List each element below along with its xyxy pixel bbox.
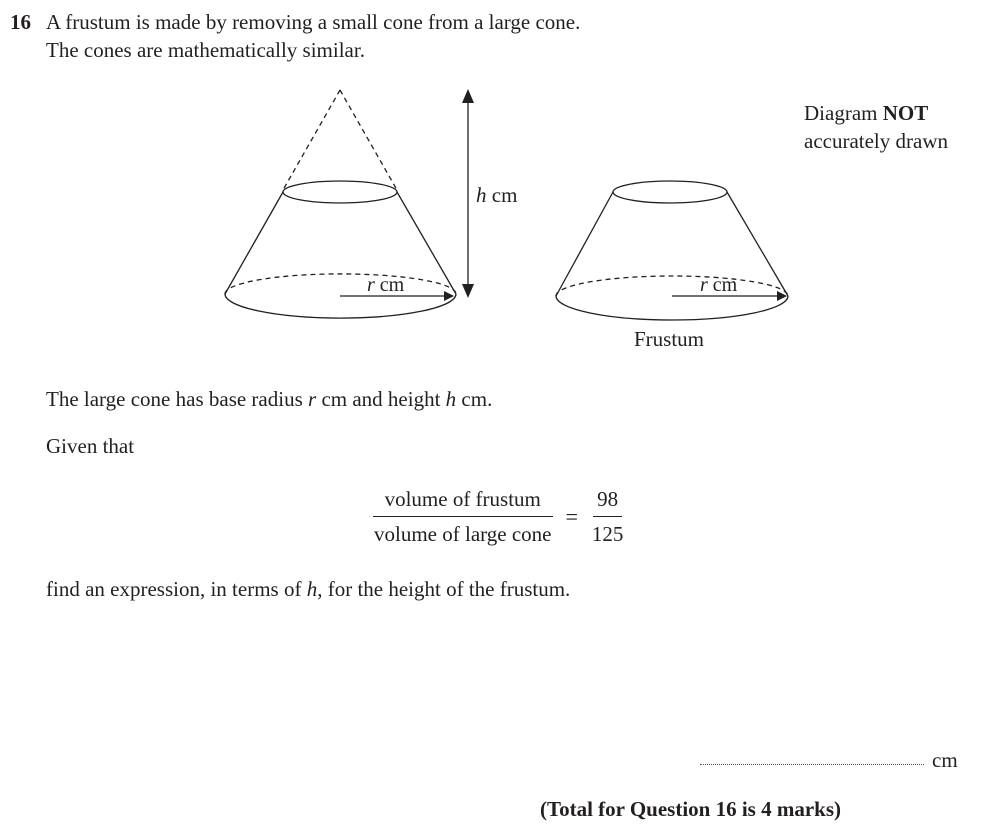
answer-unit: cm (932, 748, 958, 772)
large-cone-radius-label: r cm (367, 274, 405, 296)
ratio-value-denominator: 125 (591, 522, 624, 546)
diagram-note-line1: Diagram NOT (804, 101, 929, 125)
ratio-numerator: volume of frustum (373, 486, 553, 517)
question-number: 16 (10, 10, 31, 34)
diagram-note-line2: accurately drawn (804, 129, 948, 153)
ratio-value-numerator: 98 (593, 486, 622, 517)
removed-small-cone (283, 90, 397, 190)
equals-sign: = (565, 503, 578, 529)
large-cone-cut-ellipse (283, 181, 397, 203)
ratio-denominator: volume of large cone (374, 522, 552, 546)
answer-line[interactable] (700, 764, 924, 765)
task-text: find an expression, in terms of h, for the height of the frustum. (46, 577, 571, 601)
question-intro-line1: A frustum is made by removing a small cone from a large cone. (46, 10, 581, 34)
frustum-shape (556, 181, 788, 320)
frustum-radius-label: r cm (700, 274, 738, 296)
height-label: h cm (476, 183, 518, 207)
total-marks: (Total for Question 16 is 4 marks) (540, 797, 842, 821)
question-intro-line2: The cones are mathematically similar. (46, 38, 365, 62)
volume-ratio-equation (370, 486, 627, 547)
cone-statement: The large cone has base radius r cm and height h cm. (46, 387, 493, 411)
frustum-caption: Frustum (634, 327, 705, 351)
given-text: Given that (46, 434, 135, 458)
